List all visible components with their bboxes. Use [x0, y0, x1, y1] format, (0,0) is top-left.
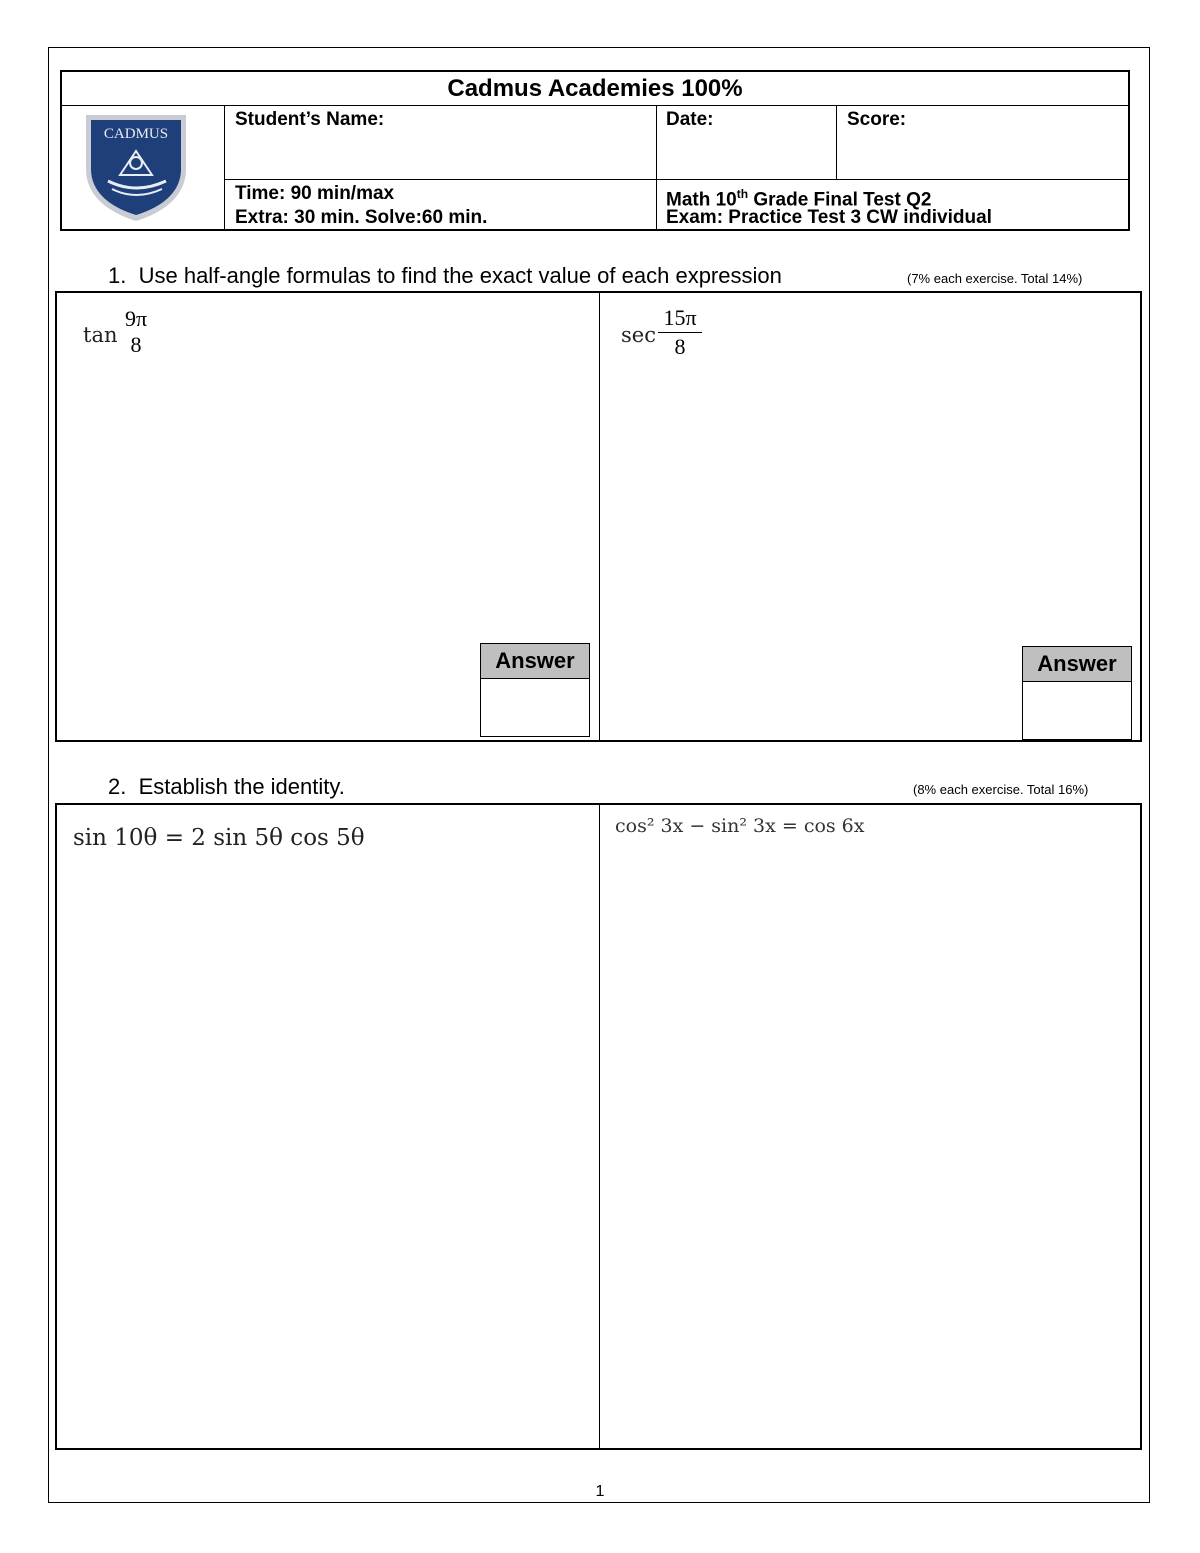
header-divider [224, 179, 1128, 180]
fraction-bar [658, 332, 702, 333]
exam-line: Exam: Practice Test 3 CW individual [666, 207, 992, 228]
q1-right-numerator: 15π [663, 305, 697, 330]
q2-divider [599, 805, 600, 1448]
answer-label: Answer [1023, 647, 1131, 682]
score-label: Score: [847, 109, 907, 130]
q2-number: 2. [108, 774, 127, 799]
extra-time-line: Extra: 30 min. Solve:60 min. [235, 207, 488, 228]
q2-instruction: Establish the identity. [138, 774, 345, 799]
q2-heading [108, 774, 345, 800]
header-divider [224, 105, 225, 229]
q1-right-fraction [658, 305, 702, 360]
q1-note: (7% each exercise. Total 14%) [907, 271, 1083, 286]
q1-left-denominator: 8 [130, 332, 142, 357]
answer-label: Answer [481, 644, 589, 679]
q1-work-box [55, 291, 1142, 742]
q1-left-numerator: 9π [124, 306, 148, 331]
q1-right-answer-box[interactable] [1022, 646, 1132, 740]
q1-right-denominator: 8 [674, 334, 686, 359]
course-prefix: Math 10 [666, 189, 737, 211]
q1-instruction: Use half-angle formulas to find the exact value of each expression [138, 263, 782, 288]
q1-heading [108, 263, 782, 289]
q1-left-fraction [119, 306, 153, 358]
q1-left-func: tan [83, 323, 118, 347]
header-divider [836, 105, 837, 179]
q1-right-func: sec [621, 323, 656, 347]
student-name-label: Student’s Name: [235, 109, 385, 130]
q2-note: (8% each exercise. Total 16%) [913, 782, 1089, 797]
cadmus-logo [80, 111, 192, 223]
q1-divider [599, 293, 600, 740]
q2-work-box [55, 803, 1142, 1450]
q1-number: 1. [108, 263, 127, 288]
course-sup: th [736, 187, 749, 201]
page-number: 1 [595, 1483, 605, 1500]
header-divider [656, 105, 657, 229]
page-title: Cadmus Academies 100% [62, 72, 1128, 106]
q2-left-identity: sin 10θ = 2 sin 5θ cos 5θ [73, 825, 365, 851]
course-suffix: Grade Final Test Q2 [748, 189, 932, 211]
date-label: Date: [666, 109, 714, 130]
logo-text: CADMUS [103, 126, 169, 142]
q1-left-answer-box[interactable] [480, 643, 590, 737]
header-table [60, 70, 1130, 231]
time-line: Time: 90 min/max [235, 183, 395, 204]
q2-right-identity: cos² 3x − sin² 3x = cos 6x [615, 815, 865, 837]
